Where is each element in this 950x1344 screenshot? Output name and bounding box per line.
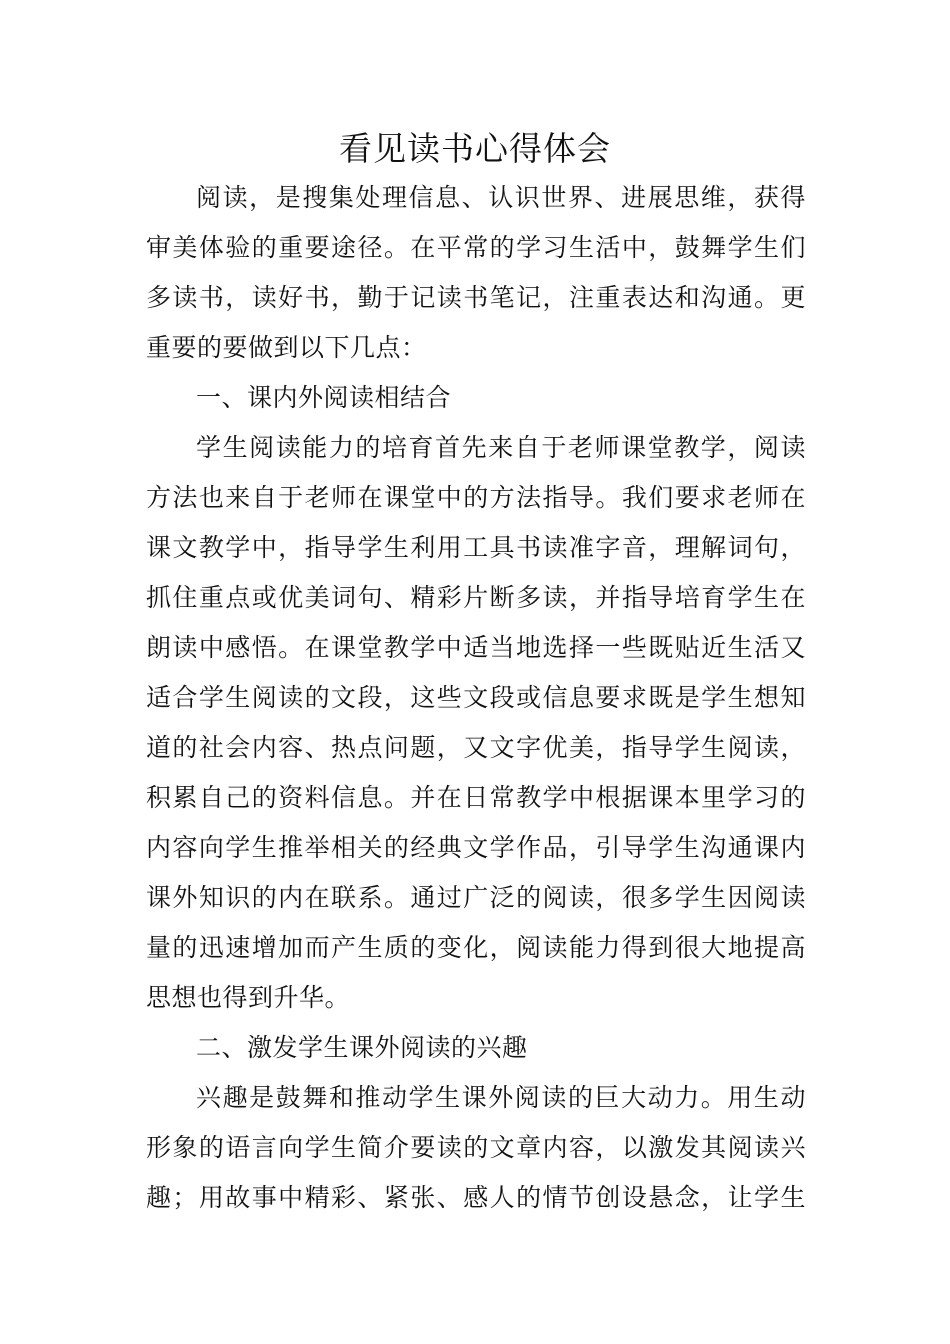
body-text-line: 课文教学中，指导学生利用工具书读准字音，理解词句， — [146, 533, 806, 562]
body-text-line: 阅读，是搜集处理信息、认识世界、进展思维，获得 — [196, 183, 806, 212]
body-text-line: 重要的要做到以下几点： — [146, 333, 427, 362]
body-text-line: 方法也来自于老师在课堂中的方法指导。我们要求老师在 — [146, 483, 806, 512]
body-text-line: 趣；用故事中精彩、紧张、感人的情节创设悬念，让学生 — [146, 1183, 806, 1212]
body-text-line: 形象的语言向学生简介要读的文章内容，以激发其阅读兴 — [146, 1133, 806, 1162]
body-text-line: 适合学生阅读的文段，这些文段或信息要求既是学生想知 — [146, 683, 806, 712]
body-text-line: 二、激发学生课外阅读的兴趣 — [196, 1033, 528, 1062]
body-text-line: 抓住重点或优美词句、精彩片断多读，并指导培育学生在 — [146, 583, 806, 612]
body-text-line: 思想也得到升华。 — [146, 983, 351, 1012]
body-text-line: 朗读中感悟。在课堂教学中适当地选择一些既贴近生活又 — [146, 633, 806, 662]
document-title: 看见读书心得体会 — [339, 129, 611, 168]
body-text-line: 积累自己的资料信息。并在日常教学中根据课本里学习的 — [146, 783, 806, 812]
body-text-line: 兴趣是鼓舞和推动学生课外阅读的巨大动力。用生动 — [196, 1083, 806, 1112]
body-text-line: 课外知识的内在联系。通过广泛的阅读，很多学生因阅读 — [146, 883, 806, 912]
body-text-line: 多读书，读好书，勤于记读书笔记，注重表达和沟通。更 — [146, 283, 806, 312]
body-text-line: 审美体验的重要途径。在平常的学习生活中，鼓舞学生们 — [146, 233, 806, 262]
body-text-line: 量的迅速增加而产生质的变化，阅读能力得到很大地提高 — [146, 933, 806, 962]
body-text-line: 道的社会内容、热点问题，又文字优美，指导学生阅读， — [146, 733, 806, 762]
body-text-line: 内容向学生推举相关的经典文学作品，引导学生沟通课内 — [146, 833, 806, 862]
body-text-line: 学生阅读能力的培育首先来自于老师课堂教学，阅读 — [196, 433, 806, 462]
body-text-line: 一、课内外阅读相结合 — [196, 383, 452, 412]
